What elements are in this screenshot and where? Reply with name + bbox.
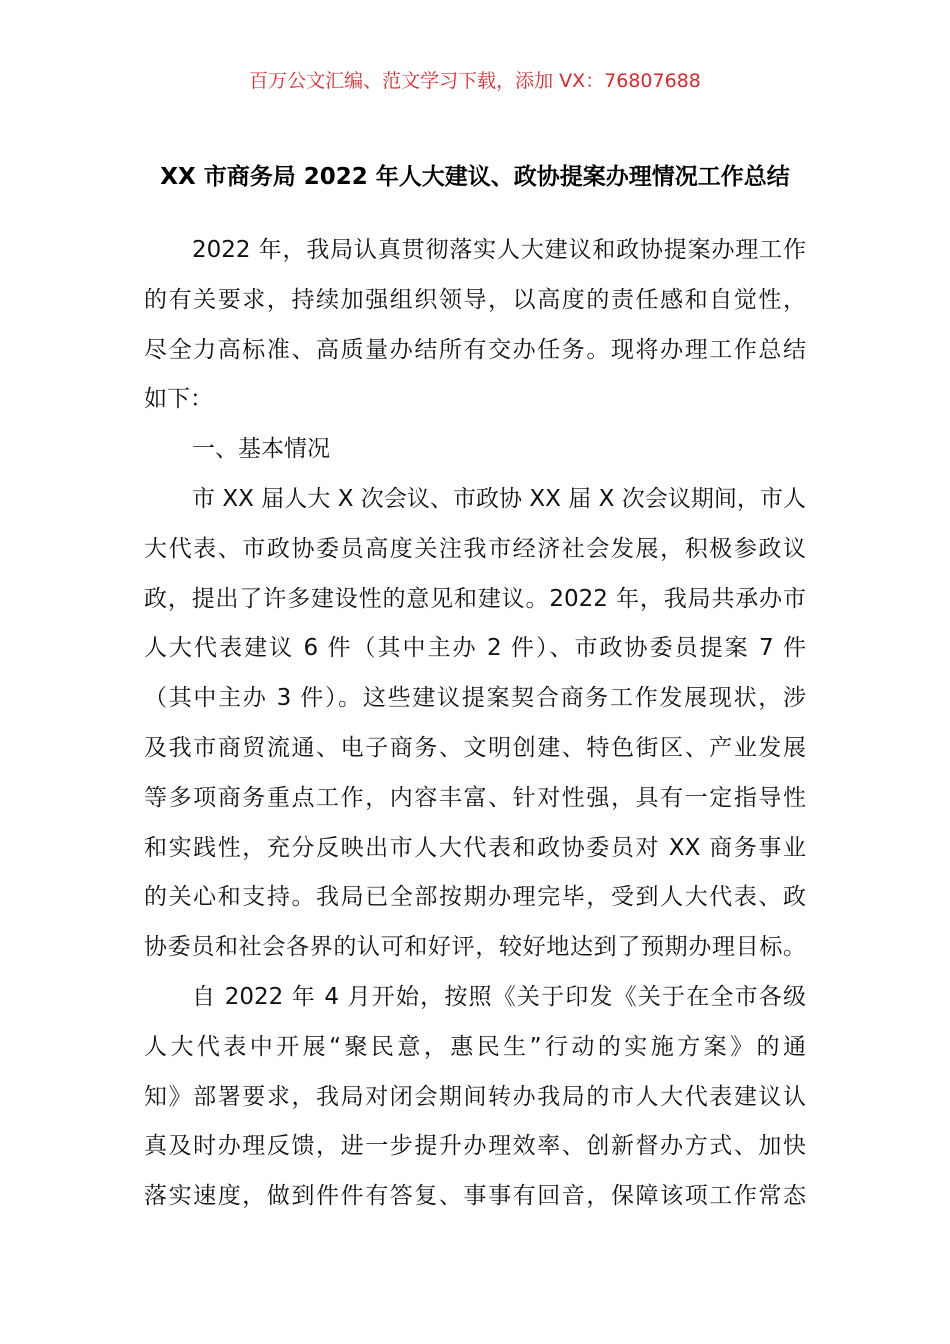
paragraph-line: 大代表、市政协委员高度关注我市经济社会发展，积极参政议	[144, 535, 806, 562]
paragraph-line: 落实速度，做到件件有答复、事事有回音，保障该项工作常态	[144, 1183, 806, 1210]
paragraph-line: 知》部署要求，我局对闭会期间转办我局的市人大代表建议认	[144, 1083, 806, 1110]
document-title: XX 市商务局 2022 年人大建议、政协提案办理情况工作总结	[160, 164, 790, 190]
paragraph-line: 真及时办理反馈，进一步提升办理效率、创新督办方式、加快	[144, 1133, 806, 1160]
paragraph-line: 协委员和社会各界的认可和好评，较好地达到了预期办理目标。	[144, 934, 806, 961]
paragraph-line: 人大代表中开展“聚民意，惠民生”行动的实施方案》的通	[144, 1033, 806, 1060]
paragraph-line: 和实践性，充分反映出市人大代表和政协委员对 XX 商务事业	[144, 834, 806, 861]
paragraph-line: 2022 年，我局认真贯彻落实人大建议和政协提案办理工作	[192, 237, 806, 263]
paragraph-line: 自 2022 年 4 月开始，按照《关于印发《关于在全市各级	[192, 983, 806, 1010]
paragraph-line: 如下：	[144, 386, 213, 413]
paragraph-line: 市 XX 届人大 X 次会议、市政协 XX 届 X 次会议期间，市人	[192, 485, 806, 512]
document-body	[144, 230, 806, 1226]
paragraph-line: 等多项商务重点工作，内容丰富、针对性强，具有一定指导性	[144, 784, 806, 811]
paragraph-line: 尽全力高标准、高质量办结所有交办任务。现将办理工作总结	[144, 336, 806, 363]
paragraph-line: 人大代表建议 6 件（其中主办 2 件）、市政协委员提案 7 件	[144, 635, 806, 662]
section-heading: 一、基本情况	[192, 436, 330, 463]
paragraph-line: 的有关要求，持续加强组织领导，以高度的责任感和自觉性，	[144, 286, 806, 313]
paragraph-line: 的关心和支持。我局已全部按期办理完毕，受到人大代表、政	[144, 884, 806, 911]
paragraph-line: （其中主办 3 件）。这些建议提案契合商务工作发展现状，涉	[144, 685, 806, 712]
watermark-header: 百万公文汇编、范文学习下载，添加 VX：76807688	[249, 70, 701, 92]
paragraph-line: 政，提出了许多建设性的意见和建议。2022 年，我局共承办市	[144, 585, 806, 612]
paragraph-line: 及我市商贸流通、电子商务、文明创建、特色街区、产业发展	[144, 734, 806, 761]
